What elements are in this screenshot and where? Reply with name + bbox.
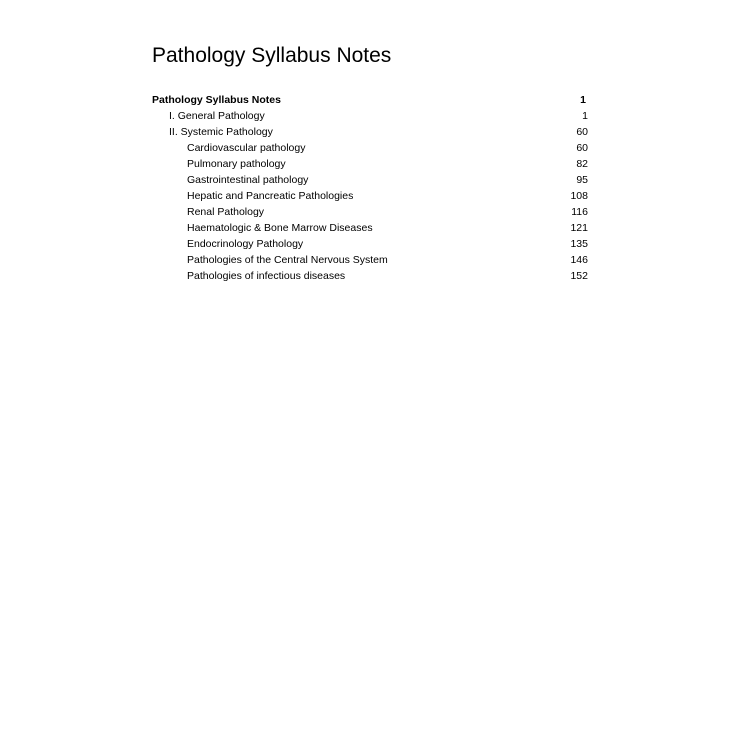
- table-of-contents: [152, 92, 588, 284]
- toc-entry[interactable]: [152, 268, 588, 284]
- toc-entry-page: 1: [580, 94, 586, 106]
- toc-entry[interactable]: [152, 124, 588, 140]
- toc-entry[interactable]: [152, 156, 588, 172]
- toc-entry[interactable]: [152, 172, 588, 188]
- toc-entry[interactable]: [152, 188, 588, 204]
- toc-entry-label: Pulmonary pathology: [187, 158, 286, 170]
- toc-entry-label: Renal Pathology: [187, 206, 265, 218]
- toc-entry-label: Pathology Syllabus Notes: [152, 94, 281, 106]
- toc-entry-label: Pathologies of infectious diseases: [187, 270, 346, 282]
- toc-entry-page: 60: [576, 126, 588, 138]
- toc-entry[interactable]: [152, 236, 588, 252]
- toc-entry-label: Gastrointestinal pathology: [187, 174, 309, 186]
- toc-entry-page: 1: [582, 110, 588, 122]
- toc-entry-label: Cardiovascular pathology: [187, 142, 306, 154]
- toc-entry-page: 108: [570, 190, 588, 202]
- toc-entry-label: Haematologic & Bone Marrow Diseases: [187, 222, 373, 234]
- toc-entry-label: Endocrinology Pathology: [187, 238, 304, 250]
- toc-entry-page: 60: [576, 142, 588, 154]
- page-title: Pathology Syllabus Notes: [152, 44, 392, 67]
- toc-entry-label: I. General Pathology: [169, 110, 265, 122]
- toc-entry-label: II. Systemic Pathology: [169, 126, 273, 138]
- toc-entry[interactable]: [152, 252, 588, 268]
- toc-entry-label: Hepatic and Pancreatic Pathologies: [187, 190, 354, 202]
- toc-entry-page: 121: [570, 222, 588, 234]
- toc-entry-page: 146: [570, 254, 588, 266]
- toc-entry-page: 152: [570, 270, 588, 282]
- toc-entry[interactable]: [152, 204, 588, 220]
- toc-entry-page: 82: [576, 158, 588, 170]
- toc-entry-page: 116: [571, 206, 588, 218]
- toc-entry-page: 135: [570, 238, 588, 250]
- toc-entry[interactable]: [152, 92, 588, 108]
- toc-entry[interactable]: [152, 220, 588, 236]
- toc-entry[interactable]: [152, 108, 588, 124]
- toc-entry[interactable]: [152, 140, 588, 156]
- toc-entry-page: 95: [576, 174, 588, 186]
- toc-entry-label: Pathologies of the Central Nervous System: [187, 254, 388, 266]
